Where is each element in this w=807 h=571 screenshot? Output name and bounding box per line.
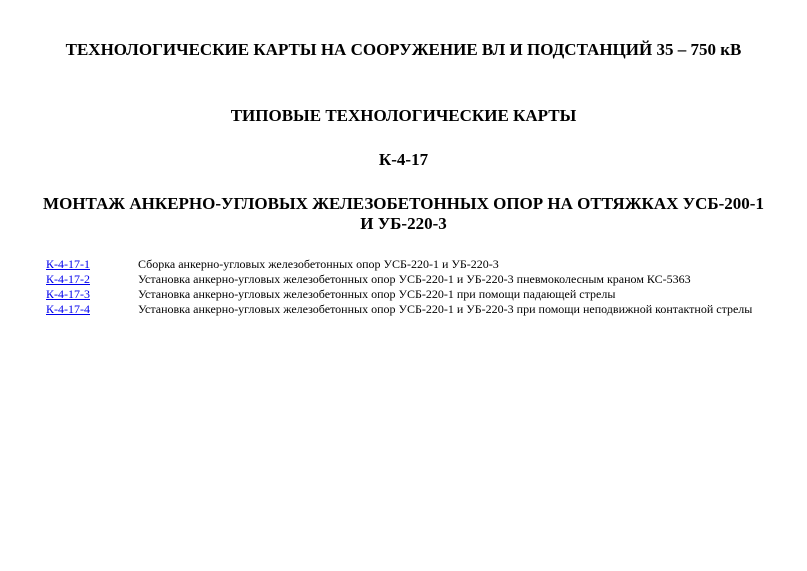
- card-title: МОНТАЖ АНКЕРНО-УГЛОВЫХ ЖЕЛЕЗОБЕТОННЫХ ОПОР НА ОТТЯЖКАХ УСБ-200-1 И УБ-220-3: [43, 194, 764, 233]
- series-title: ТЕХНОЛОГИЧЕСКИЕ КАРТЫ НА СООРУЖЕНИЕ ВЛ И ПОДСТАНЦИЙ 35 – 750 кВ: [65, 40, 742, 59]
- document-row: [46, 257, 807, 272]
- document-link[interactable]: К-4-17-4: [46, 302, 90, 316]
- document-description: Установка анкерно-угловых железобетонных опор УСБ-220-1 и УБ-220-3 пневмоколесным краном КС-5363: [138, 272, 691, 286]
- document-link[interactable]: К-4-17-3: [46, 287, 90, 301]
- document-link[interactable]: К-4-17-1: [46, 257, 90, 271]
- document-description: Установка анкерно-угловых железобетонных опор УСБ-220-1 при помощи падающей стрелы: [138, 287, 616, 301]
- document-row: [46, 287, 807, 302]
- document-description: Установка анкерно-угловых железобетонных опор УСБ-220-1 и УБ-220-3 при помощи неподвижной контактной стрелы: [138, 302, 753, 316]
- document-list: [46, 257, 807, 317]
- document-link[interactable]: К-4-17-2: [46, 272, 90, 286]
- document-description: Сборка анкерно-угловых железобетонных опор УСБ-220-1 и УБ-220-3: [138, 257, 499, 271]
- document-row: [46, 272, 807, 287]
- card-code: К-4-17: [378, 150, 429, 169]
- document-row: [46, 302, 807, 317]
- section-title: ТИПОВЫЕ ТЕХНОЛОГИЧЕСКИЕ КАРТЫ: [230, 106, 577, 125]
